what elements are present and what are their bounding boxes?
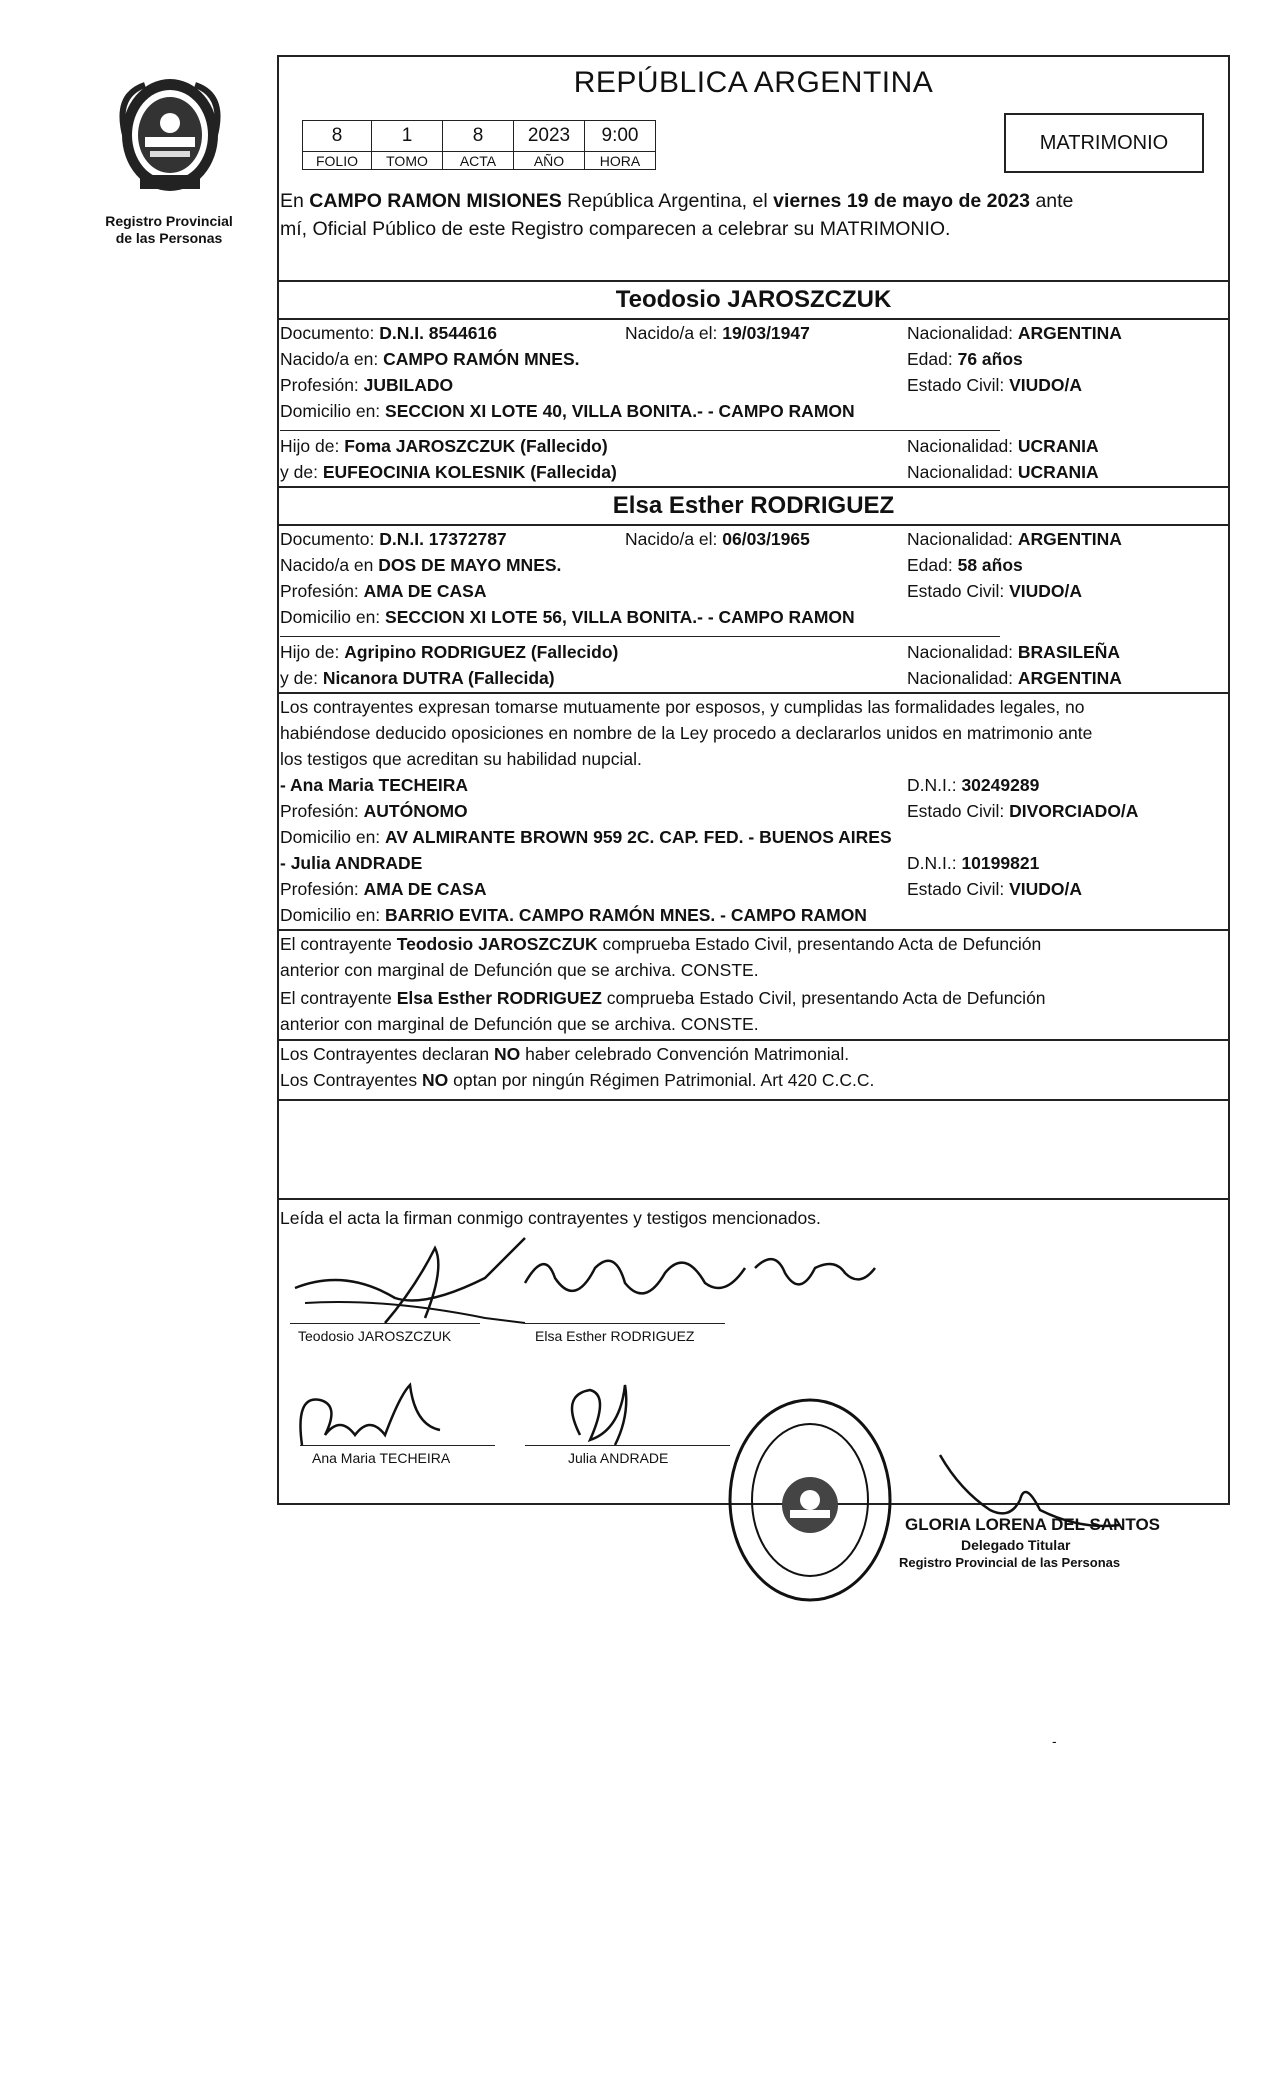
signature-label-2: Elsa Esther RODRIGUEZ [535, 1328, 695, 1344]
divider [277, 524, 1230, 526]
acta-label: ACTA [443, 152, 514, 170]
divider [277, 929, 1230, 931]
signature-line-1 [290, 1323, 480, 1324]
signature-label-1: Teodosio JAROSZCZUK [298, 1328, 452, 1344]
signature-line-2 [525, 1323, 725, 1324]
intro-line1: En CAMPO RAMON MISIONES República Argentina, el viernes 19 de mayo de 2023 ante [280, 190, 1074, 212]
convention-line2: Los Contrayentes NO optan por ningún Régimen Patrimonial. Art 420 C.C.C. [280, 1070, 875, 1090]
divider [277, 486, 1230, 488]
page-mark: - [1052, 1733, 1057, 1749]
stamp-office: Registro Provincial de las Personas [899, 1555, 1121, 1570]
declaration-line2: habiéndose deducido oposiciones en nombre de la Ley procedo a declararlos unidos en matrimonio ante [280, 723, 1093, 743]
signature-label-3: Ana Maria TECHEIRA [312, 1450, 451, 1466]
official-seal [725, 1395, 895, 1605]
civil-proof-2-line1: El contrayente Elsa Esther RODRIGUEZ comprueba Estado Civil, presentando Acta de Defunción [280, 988, 1046, 1008]
hora-label: HORA [585, 152, 656, 170]
stamp-title: Delegado Titular [961, 1537, 1071, 1553]
divider [277, 1198, 1230, 1200]
page-title: REPÚBLICA ARGENTINA [573, 66, 934, 99]
delegate-stamp [899, 1515, 1161, 1570]
hora-value: 9:00 [585, 121, 656, 152]
contrayente2-name: Elsa Esther RODRIGUEZ [612, 492, 895, 519]
intro-line2: mí, Oficial Público de este Registro comparecen a celebrar su MATRIMONIO. [280, 218, 951, 240]
civil-proof-2-line2: anterior con marginal de Defunción que se archiva. CONSTE. [280, 1014, 759, 1034]
stamp-name: GLORIA LORENA DEL SANTOS [905, 1515, 1161, 1534]
convention-line1: Los Contrayentes declaran NO haber celebrado Convención Matrimonial. [280, 1044, 850, 1064]
contrayente1-name: Teodosio JAROSZCZUK [615, 286, 892, 313]
signature-strokes-row1 [285, 1228, 905, 1343]
divider [277, 1039, 1230, 1041]
signature-line-4 [525, 1445, 730, 1446]
divider [277, 692, 1230, 694]
civil-proof-1-line1: El contrayente Teodosio JAROSZCZUK comprueba Estado Civil, presentando Acta de Defunción [280, 934, 1042, 954]
declaration-line1: Los contrayentes expresan tomarse mutuamente por esposos, y cumplidas las formalidades legales, no [280, 697, 1085, 717]
signature-label-4: Julia ANDRADE [568, 1450, 669, 1466]
folio-value: 8 [303, 121, 372, 152]
anio-label: AÑO [514, 152, 585, 170]
logo-caption-line1: Registro Provincial [105, 213, 233, 229]
closing-text: Leída el acta la firman conmigo contrayentes y testigos mencionados. [280, 1208, 821, 1228]
logo-caption-line2: de las Personas [115, 230, 223, 246]
divider [280, 636, 1000, 637]
divider [280, 430, 1000, 431]
folio-label: FOLIO [303, 152, 372, 170]
declaration-line3: los testigos que acreditan su habilidad nupcial. [280, 749, 642, 769]
act-type-box [1004, 113, 1204, 173]
civil-proof-1-line2: anterior con marginal de Defunción que se archiva. CONSTE. [280, 960, 759, 980]
provincial-registry-logo [95, 75, 245, 195]
tomo-label: TOMO [372, 152, 443, 170]
signature-line-3 [300, 1445, 495, 1446]
anio-value: 2023 [514, 121, 585, 152]
logo-caption [84, 213, 254, 247]
divider [277, 318, 1230, 320]
divider [277, 1099, 1230, 1101]
act-type: MATRIMONIO [1039, 131, 1169, 154]
tomo-value: 1 [372, 121, 443, 152]
divider [277, 280, 1230, 282]
acta-value: 8 [443, 121, 514, 152]
signature-strokes-row2 [290, 1375, 730, 1455]
registry-table [302, 120, 656, 170]
